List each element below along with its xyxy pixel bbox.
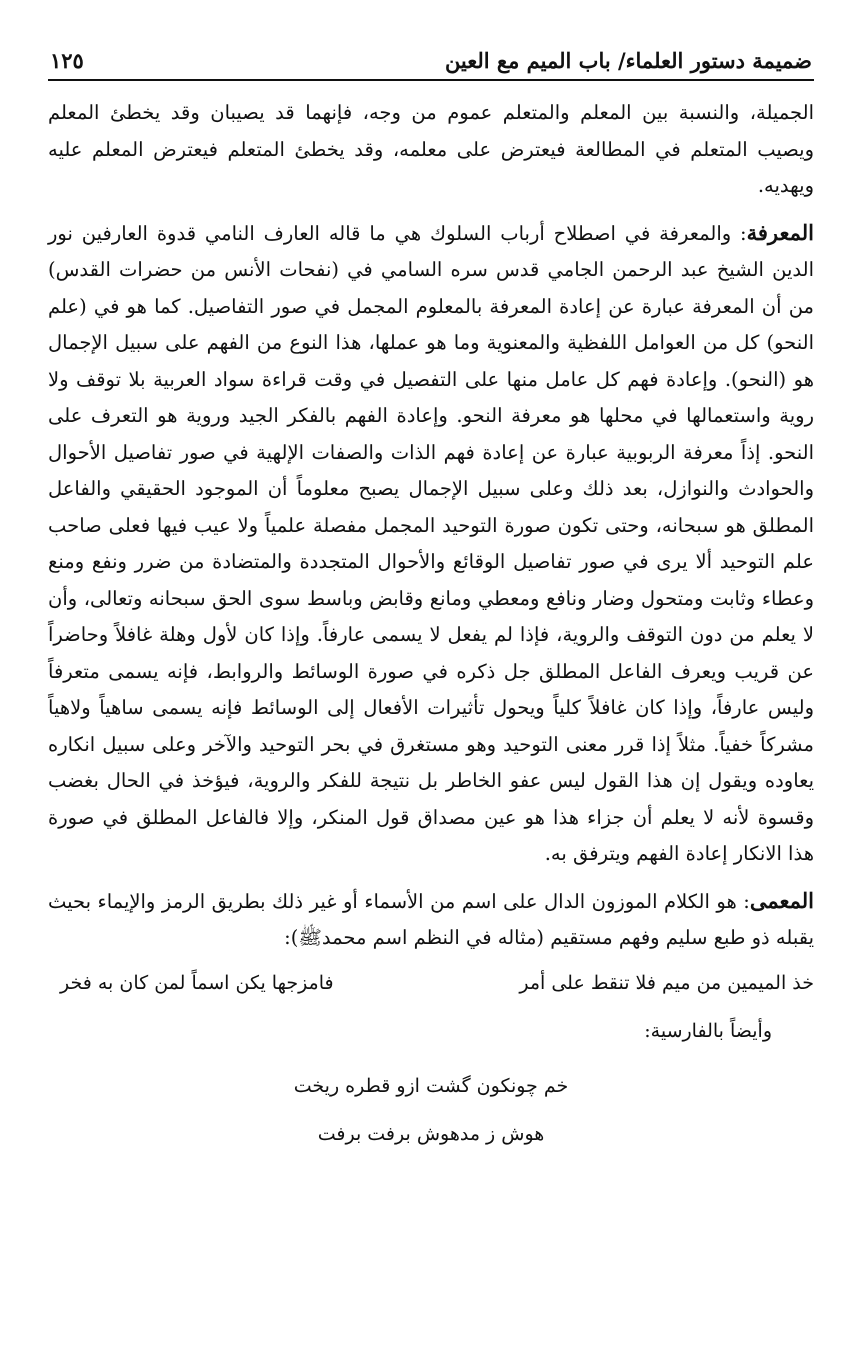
entry-text: : هو الكلام الموزون الدال على اسم من الأسماء أو غير ذلك بطريق الرمز والإيماء بحيث يقبله ذو طبع سليم وفهم مستقيم (مثاله في النظم اسم محمدﷺ): bbox=[48, 889, 814, 950]
persian-verse-line: هوش ز مدهوش برفت برفت bbox=[317, 1122, 545, 1145]
verse-hemistich-left: فامزجها يكن اسماً لمن كان به فخر bbox=[60, 971, 334, 994]
page-body bbox=[48, 81, 814, 1153]
persian-verse bbox=[171, 1067, 691, 1153]
arabic-verse bbox=[48, 965, 814, 1001]
entry-marifa bbox=[48, 215, 814, 873]
entry-muamma bbox=[48, 883, 814, 957]
entry-term: المعرفة bbox=[746, 219, 814, 245]
persian-verse-line: خم چونكون گشت ازو قطره ريخت bbox=[293, 1074, 569, 1097]
verse-hemistich-right: خذ الميمين من ميم فلا تنقط على أمر bbox=[519, 971, 814, 994]
running-title: ضميمة دستور العلماء/ باب الميم مع العين bbox=[444, 48, 812, 73]
persian-intro: وأيضاً بالفارسية: bbox=[644, 1019, 772, 1042]
paragraph-continuation: الجميلة، والنسبة بين المعلم والمتعلم عموم من وجه، فإنهما قد يصيبان وقد يخطئ المعلم ويصيب المتعلم في المطالعة فيعترض على معلمه، وقد يخطئ المتعلم فيعترض المعلم عليه ويهديه. bbox=[48, 101, 814, 198]
entry-text: : والمعرفة في اصطلاح أرباب السلوك هي ما قاله العارف النامي قدوة العارفين نور الدين الشيخ عبد الرحمن الجامي قدس سره السامي في (نفحات الأنس من حضرات القدس) من أن المعرفة عبارة عن إعادة المعرفة بالمعلوم المجمل في صور التفاصيل. كما هو في (علم النحو) كل من العوامل اللفظية والمعنوية وما هو عملها، هذا النوع من الفهم على سبيل الإجمال هو (النحو). وإعادة فهم كل عامل منها على التفصيل في وقت قراءة سواد العربية بلا توقف ولا روية واستعمالها في محلها هو معرفة النحو. وإعادة الفهم بالفكر الجيد وروية هو التعرف على النحو. إذاً معرفة الربوبية عبارة عن إعادة فهم الذات والصفات الإلهية في صور تفاصيل الأحوال والحوادث والنوازل، بعد ذلك وعلى سبيل الإجمال يصبح معلوماً أن الموجود الحقيقي والفاعل المطلق هو سبحانه، وحتى تكون صورة التوحيد المجمل مفصلة علمياً ولا عيب فيها فعلى صاحب علم التوحيد ألا يرى في صور تفاصيل الوقائع والأحوال المتجددة والمتضادة من ضرر ونفع ومنع وعطاء وثابت ومتحول وضار ونافع ومعطي ومانع وقابض وباسط سوى الحق سبحانه وتعالى، وأن لا يعلم من دون التوقف والروية، فإذا لم يفعل لا يسمى عارفاً. وإذا كان لأول وهلة غافلاً وحاضراً عن قريب ويعرف الفاعل المطلق جل ذكره في صورة الوسائط والروابط، فإنه يسمى متعرفاً وليس عارفاً، وإذا كان غافلاً كلياً ويحول تأثيرات الأفعال إلى الوسائط فإنه يسمى ساهياً ولاهياً مشركاً خفياً. مثلاً إذا قرر معنى التوحيد وهو مستغرق في بحر التوحيد والآخر وعلى سبيل انكاره يعاوده ويقول إن هذا القول ليس عفو الخاطر بل نتيجة للفكر والروية، فيؤخذ في الحال بغضب وقسوة لأنه لا يعلم أن جزاء هذا هو عين مصداق قول المنكر، وإلا فالفاعل المطلق في صورة هذا الانكار إعادة الفهم ويترفق به. bbox=[48, 221, 814, 866]
page-header bbox=[48, 48, 814, 81]
page-number: ١٢٥ bbox=[50, 48, 84, 73]
entry-term: المعمى bbox=[749, 887, 814, 913]
